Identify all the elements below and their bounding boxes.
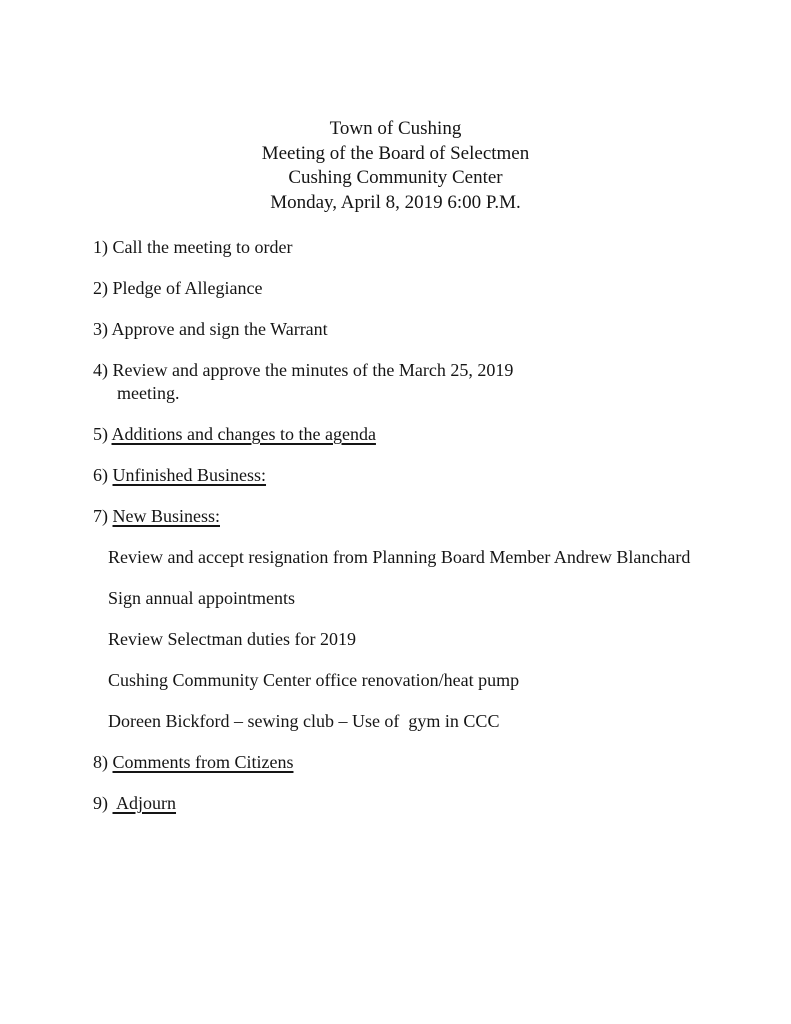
subitem-text: Doreen Bickford – sewing club – Use of gym in CCC — [108, 711, 500, 731]
item-text: Pledge of Allegiance — [112, 278, 263, 298]
agenda-subitem-1 — [93, 546, 731, 569]
agenda-list — [0, 236, 791, 815]
agenda-item-5 — [93, 423, 731, 446]
item-text: Approve and sign the Warrant — [111, 319, 328, 339]
item-number: 6) — [93, 465, 108, 485]
agenda-item-4 — [93, 359, 731, 405]
agenda-item-8 — [93, 751, 731, 774]
agenda-item-2 — [93, 277, 731, 300]
item-text: Call the meeting to order — [112, 237, 293, 257]
item-text: Adjourn — [112, 793, 177, 813]
agenda-item-6 — [93, 464, 731, 487]
item-text: Review and approve the minutes of the March 25, 2019 — [112, 360, 514, 380]
item-number: 7) — [93, 506, 108, 526]
item-text: Unfinished Business: — [112, 465, 267, 485]
subitem-text: Review Selectman duties for 2019 — [108, 629, 356, 649]
agenda-subitem-5 — [93, 710, 731, 733]
item-text-continuation: meeting. — [117, 383, 180, 403]
item-text: Comments from Citizens — [112, 752, 294, 772]
agenda-subitem-4 — [93, 669, 731, 692]
item-number: 2) — [93, 278, 108, 298]
subitem-text: Cushing Community Center office renovation/heat pump — [108, 670, 520, 690]
agenda-item-9 — [93, 792, 731, 815]
agenda-item-7 — [93, 505, 731, 528]
item-number: 4) — [93, 360, 108, 380]
header-title: Town of Cushing — [329, 118, 462, 139]
subitem-text: Sign annual appointments — [108, 588, 295, 608]
header-subtitle: Meeting of the Board of Selectmen — [261, 142, 530, 164]
item-number: 9) — [93, 793, 108, 813]
header-datetime: Monday, April 8, 2019 6:00 P.M. — [270, 191, 521, 213]
agenda-item-1 — [93, 236, 731, 259]
item-number: 1) — [93, 237, 108, 257]
item-number: 3) — [93, 319, 108, 339]
agenda-subitem-2 — [93, 587, 731, 610]
document-header — [0, 0, 791, 215]
header-location: Cushing Community Center — [288, 167, 503, 188]
agenda-item-3 — [93, 318, 731, 341]
item-number: 8) — [93, 752, 108, 772]
agenda-subitem-3 — [93, 628, 731, 651]
item-number: 5) — [93, 424, 108, 444]
item-text: New Business: — [112, 506, 220, 526]
subitem-text: Review and accept resignation from Planning Board Member Andrew Blanchard — [108, 547, 691, 567]
item-text: Additions and changes to the agenda — [111, 424, 376, 444]
